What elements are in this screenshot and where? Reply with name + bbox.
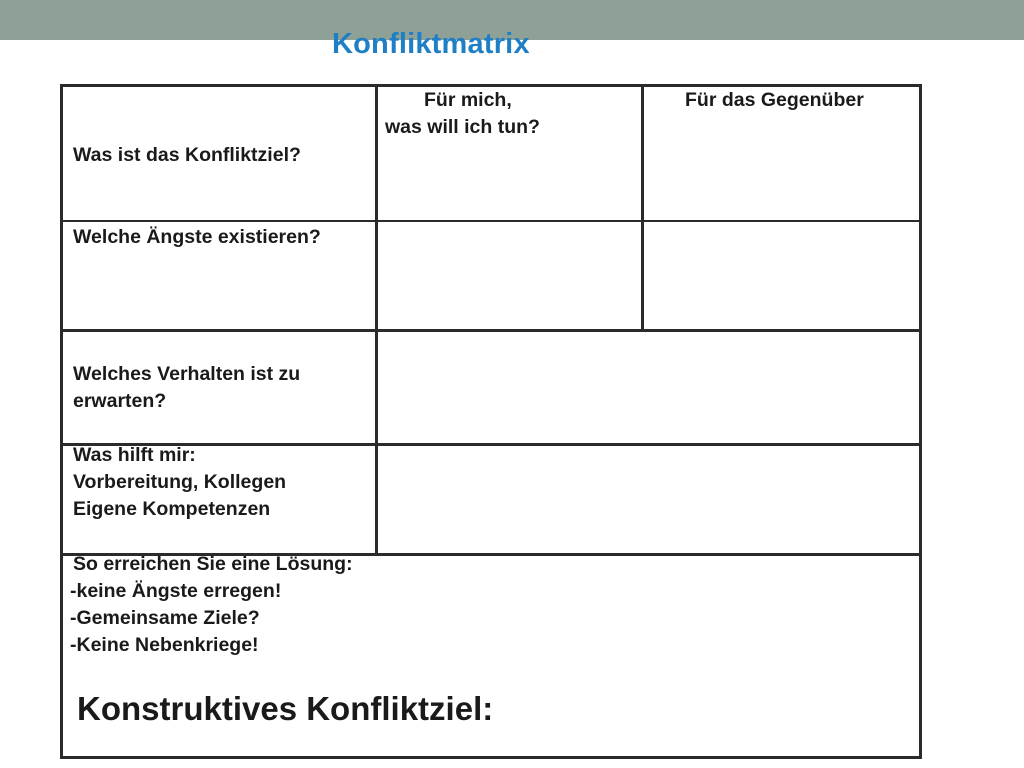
conflict-matrix-table: [60, 84, 922, 759]
table-border-right: [919, 84, 922, 759]
row-label-behavior-line2: erwarten?: [73, 390, 167, 412]
solution-item: -keine Ängste erregen!: [70, 580, 282, 602]
solution-item: -Gemeinsame Ziele?: [70, 607, 260, 629]
solution-item: -Keine Nebenkriege!: [70, 634, 259, 656]
slide-title: Konfliktmatrix: [332, 28, 530, 60]
row-label-help-line1: Was hilft mir:: [73, 444, 196, 466]
solution-heading: So erreichen Sie eine Lösung:: [73, 553, 353, 575]
table-border-bottom: [60, 756, 922, 759]
column-header-counterpart: Für das Gegenüber: [685, 89, 864, 111]
column-divider-label: [375, 84, 378, 556]
column-header-self-line1: Für mich,: [424, 89, 512, 111]
table-border-left: [60, 84, 63, 759]
column-header-self-line2: was will ich tun?: [385, 116, 540, 138]
row-label-fears: Welche Ängste existieren?: [73, 226, 321, 248]
row-label-help-line3: Eigene Kompetenzen: [73, 498, 271, 520]
row-divider-1: [60, 220, 922, 222]
row-divider-2: [60, 329, 922, 332]
row-label-behavior-line1: Welches Verhalten ist zu: [73, 363, 301, 385]
row-label-help-line2: Vorbereitung, Kollegen: [73, 471, 287, 493]
column-divider-middle: [641, 84, 644, 331]
row-label-conflict-goal: Was ist das Konfliktziel?: [73, 144, 301, 166]
constructive-goal-label: Konstruktives Konfliktziel:: [77, 690, 494, 727]
